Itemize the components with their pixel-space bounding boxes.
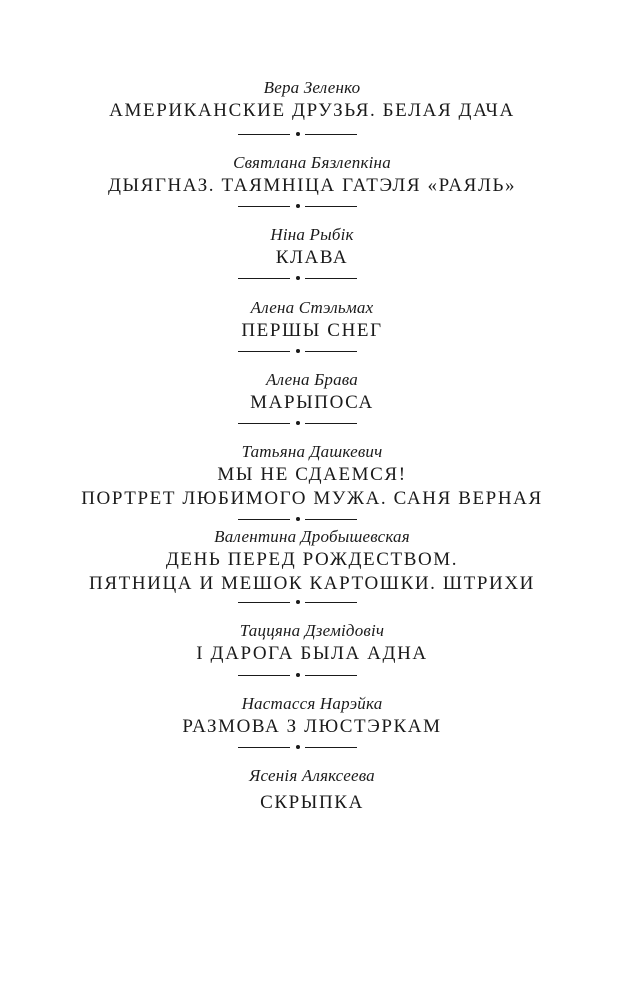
divider-rule xyxy=(305,134,357,135)
author-name: Татьяна Дашкевич xyxy=(241,442,383,461)
section-divider xyxy=(0,514,624,524)
toc-entry xyxy=(0,77,624,123)
work-title: ПЯТНИЦА И МЕШОК КАРТОШКИ. ШТРИХИ xyxy=(89,573,535,594)
divider-dot-icon xyxy=(296,600,300,604)
section-divider xyxy=(0,670,624,680)
divider-dot-icon xyxy=(296,517,300,521)
section-divider xyxy=(0,742,624,752)
divider-rule xyxy=(238,134,290,135)
section-divider xyxy=(0,201,624,211)
author-name: Валентина Дробышевская xyxy=(214,527,410,546)
divider-rule xyxy=(305,278,357,279)
divider-rule xyxy=(238,423,290,424)
author-name: Таццяна Дземідовіч xyxy=(239,621,385,640)
divider-rule xyxy=(305,206,357,207)
divider-dot-icon xyxy=(296,204,300,208)
divider-rule xyxy=(305,519,357,520)
divider-dot-icon xyxy=(296,276,300,280)
author-name: Ніна Рыбік xyxy=(270,225,354,244)
divider-rule xyxy=(238,278,290,279)
section-divider xyxy=(0,129,624,139)
divider-rule xyxy=(238,675,290,676)
toc-entry xyxy=(0,526,624,596)
work-title: МАРЫПОСА xyxy=(250,392,374,413)
work-title: РАЗМОВА З ЛЮСТЭРКАМ xyxy=(182,716,442,737)
work-title: ДЕНЬ ПЕРЕД РОЖДЕСТВОМ. xyxy=(165,549,459,570)
author-name: Алена Стэльмах xyxy=(250,298,374,317)
author-name: Вера Зеленко xyxy=(263,78,361,97)
divider-rule xyxy=(238,602,290,603)
divider-rule xyxy=(305,351,357,352)
work-title: АМЕРИКАНСКИЕ ДРУЗЬЯ. БЕЛАЯ ДАЧА xyxy=(109,100,515,121)
section-divider xyxy=(0,597,624,607)
divider-rule xyxy=(305,423,357,424)
toc-entry xyxy=(0,224,624,270)
section-divider xyxy=(0,346,624,356)
divider-rule xyxy=(238,206,290,207)
divider-dot-icon xyxy=(296,745,300,749)
divider-dot-icon xyxy=(296,349,300,353)
toc-entry xyxy=(0,441,624,511)
author-name: Алена Брава xyxy=(266,370,358,389)
toc-entry xyxy=(0,369,624,415)
divider-rule xyxy=(305,602,357,603)
divider-dot-icon xyxy=(296,673,300,677)
divider-rule xyxy=(238,747,290,748)
work-title: ПЕРШЫ СНЕГ xyxy=(241,320,383,341)
toc-entry xyxy=(0,693,624,739)
divider-dot-icon xyxy=(296,421,300,425)
work-title: ПОРТРЕТ ЛЮБИМОГО МУЖА. САНЯ ВЕРНАЯ xyxy=(81,488,543,509)
author-name: Святлана Бязлепкіна xyxy=(233,153,391,172)
toc-entry xyxy=(0,765,624,815)
divider-rule xyxy=(305,675,357,676)
section-divider xyxy=(0,273,624,283)
divider-rule xyxy=(238,351,290,352)
author-name: Ясенія Аляксеева xyxy=(249,766,375,785)
divider-rule xyxy=(305,747,357,748)
work-title: І ДАРОГА БЫЛА АДНА xyxy=(196,643,428,664)
toc-entry xyxy=(0,620,624,666)
toc-entry xyxy=(0,152,624,198)
work-title: ДЫЯГНАЗ. ТАЯМНІЦА ГАТЭЛЯ «РАЯЛЬ» xyxy=(107,175,517,196)
divider-dot-icon xyxy=(296,132,300,136)
section-divider xyxy=(0,418,624,428)
work-title: СКРЫПКА xyxy=(260,792,364,813)
author-name: Настасся Нарэйка xyxy=(241,694,383,713)
toc-entry xyxy=(0,297,624,343)
divider-rule xyxy=(238,519,290,520)
work-title: МЫ НЕ СДАЕМСЯ! xyxy=(217,464,407,485)
work-title: КЛАВА xyxy=(275,247,349,268)
